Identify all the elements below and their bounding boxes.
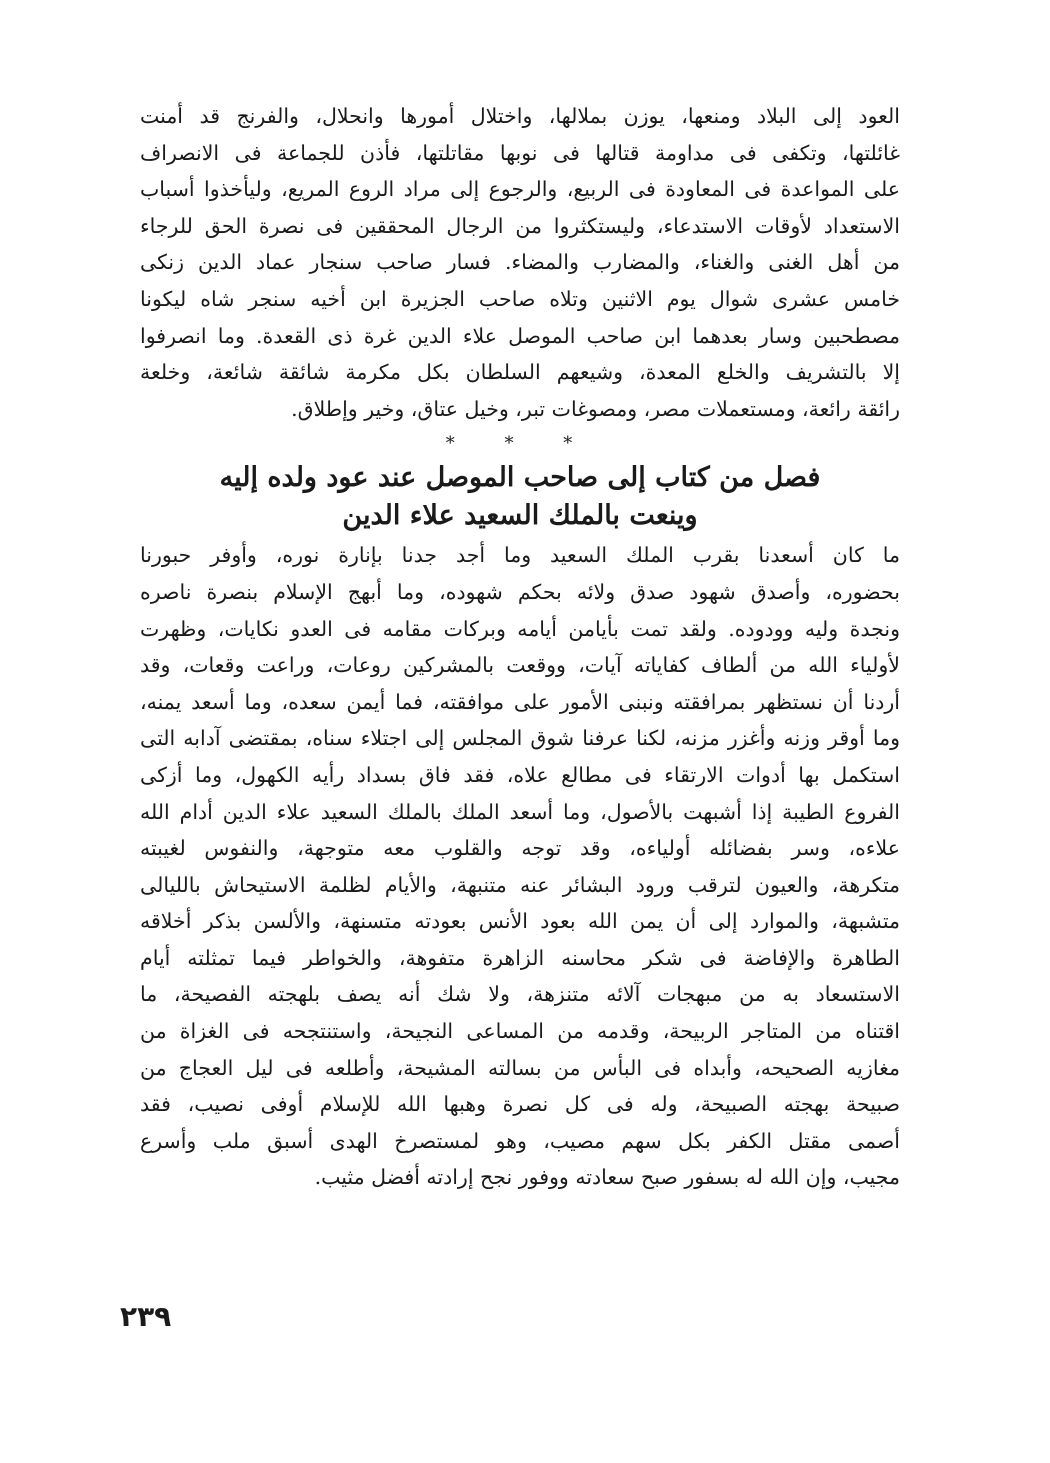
text-line: الفروع الطيبة إذا أشبهت بالأصول، وما أسعد الملك بالملك السعيد علاء الدين أدام الله [140, 799, 900, 824]
text-line: مغازيه الصحيحه، وأبداه فى البأس من بسالته المشيحة، وأطلعه فى ليل العجاج من [140, 1055, 900, 1080]
text-line: الاستسعاد به من مبهجات آلائه متنزهة، ولا شك أنه يصف بلهجته الفصيحة، ما [140, 982, 900, 1007]
text-line: علاءه، وسر بفضائله أولياءه، وقد توجه والقلوب معه متوجهة، والنفوس لغيبته [140, 836, 900, 861]
text-line: من أهل الغنى والغناء، والمضارب والمضاء. فسار صاحب سنجار عماد الدين زنكى [140, 250, 900, 275]
text-line: ونجدة وليه وودوده. ولقد تمت بأيامن أيامه وبركات مقامه فى العدو نكايات، وظهرت [140, 616, 900, 641]
text-line: متكرهة، والعيون لترقب ورود البشائر عنه متنبهة، والأيام لظلمة الاستيحاش بالليالى [140, 872, 900, 897]
text-line: أصمى مقتل الكفر بكل سهم مصيب، وهو لمستصرخ الهدى أسبق ملب وأسرع [140, 1128, 900, 1153]
text-line: خامس عشرى شوال يوم الاثنين وتلاه صاحب الجزيرة ابن أخيه سنجر شاه ليكونا [140, 286, 900, 311]
text-line: غائلتها، وتكفى فى مداومة قتالها فى نوبها مقاتلتها، فأذن للجماعة فى الانصراف [140, 140, 900, 165]
text-line: أردنا أن نستظهر بمرافقته ونبنى الأمور على موافقته، فما أيمن سعده، وما أسعد يمنه، [140, 689, 900, 714]
section-separator: * * * [445, 433, 595, 455]
text-line: وما أوقر وزنه وأغزر مزنه، لكنا عرفنا شوق المجلس إلى اجتلاء سناه، بمقتضى آدابه التى [140, 726, 900, 751]
text-line: الاستعداد لأوقات الاستدعاء، وليستكثروا من الرجال المحققين فى نصرة الحق للرجاء [140, 213, 900, 238]
text-line: إلا بالتشريف والخلع المعدة، وشيعهم السلطان بكل مكرمة شائقة شائعة، وخلعة [140, 360, 900, 385]
text-line: مجيب، وإن الله له بسفور صبح سعادته ووفور نجح إرادته أفضل مثيب. [314, 1165, 900, 1190]
text-line: صبيحة بهجته الصبيحة، وله فى كل نصرة وهبها الله للإسلام أوفى نصيب، فقد [140, 1092, 900, 1117]
text-line: بحضوره، وأصدق شهود صدق ولائه بحكم شهوده، وما أبهج الإسلام بنصرة ناصره [140, 579, 900, 604]
paragraph-2 [140, 537, 900, 1196]
text-line: رائقة رائعة، ومستعملات مصر، ومصوغات تبر، وخيل عتاق، وخير وإطلاق. [291, 396, 900, 421]
text-line: متشبهة، والموارد إلى أن يمن الله بعود الأنس بعودته متسنهة، والألسن بذكر أخلاقه [140, 909, 900, 934]
paragraph-1 [140, 98, 900, 427]
text-line: العود إلى البلاد ومنعها، يوزن بملالها، واختلال أمورها وانحلال، والفرنج قد أمنت [140, 104, 900, 128]
heading-line-2: وينعت بالملك السعيد علاء الدين [342, 500, 698, 532]
section-heading [140, 459, 900, 535]
text-line: اقتناه من المتاجر الربيحة، وقدمه من المساعى النجيحة، واستنتجحه فى الغزاة من [140, 1019, 900, 1044]
book-page [140, 98, 900, 1398]
text-line: استكمل بها أدوات الارتقاء فى مطالع علاه، فقد فاق بسداد رأيه الكهول، وما أزكى [140, 762, 900, 787]
text-line: ما كان أسعدنا بقرب الملك السعيد وما أجد جدنا بإنارة نوره، وأوفر حبورنا [140, 543, 900, 568]
heading-line-1: فصل من كتاب إلى صاحب الموصل عند عود ولده إليه [219, 462, 821, 494]
text-line: مصطحبين وسار بعدهما ابن صاحب الموصل علاء الدين غرة ذى القعدة. وما انصرفوا [140, 323, 900, 348]
text-line: الطاهرة والإفاضة فى شكر محاسنه الزاهرة متفوهة، والخواطر فيما تمثلته أيام [140, 945, 900, 970]
text-line: لأولياء الله من ألطاف كفاياته آيات، ووقعت بالمشركين روعات، وراعت وقعات، وقد [140, 653, 900, 678]
text-line: على المواعدة فى المعاودة فى الربيع، والرجوع إلى مراد الروع المريع، وليأخذوا أسباب [140, 177, 900, 202]
page-number: ٢٣٩ [120, 1300, 172, 1333]
